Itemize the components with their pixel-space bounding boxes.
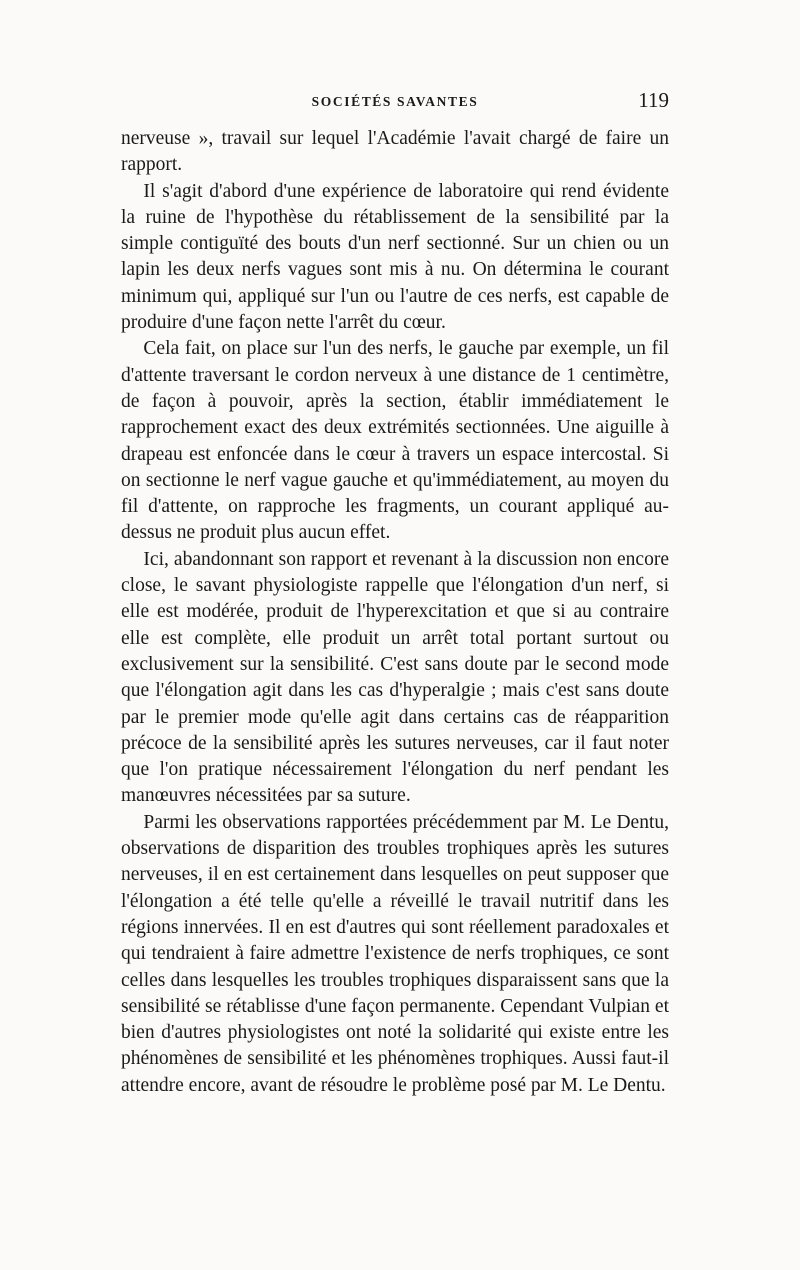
page-number: 119 (638, 88, 669, 112)
paragraph: nerveuse », travail sur lequel l'Académie l'avait chargé de faire un rapport. (121, 128, 669, 176)
paragraph: Ici, abandonnant son rapport et revenant à la discussion non encore close, le savant physiologiste rappelle que l'élongation d'un nerf, si elle est modérée, produit de l'hyperexcitation et que si au contraire elle est complète, elle produit un arrêt total portant surtout ou exclusivement sur la sensibilité. C'est sans doute par le second mode que l'élongation agit dans les cas d'hyperalgie ; mais c'est sans doute par le premier mode qu'elle agit dans certains cas de réapparition précoce de la sensibilité après les sutures nerveuses, car il faut noter que l'on pratique nécessairement l'élongation du nerf pendant les manœuvres nécessitées par sa suture. (121, 548, 669, 807)
body-text (121, 126, 669, 1099)
paragraph: Il s'agit d'abord d'une expérience de laboratoire qui rend évidente la ruine de l'hypothèse du rétablissement de la sensibilité par la simple contiguïté des bouts d'un nerf sectionné. Sur un chien ou un lapin les deux nerfs vagues sont mis à nu. On détermina le courant minimum qui, appliqué sur l'un ou l'autre de ces nerfs, est capable de produire d'une façon nette l'arrêt du cœur. (121, 180, 669, 334)
running-head: SOCIÉTÉS SAVANTES (311, 94, 479, 109)
page-header (121, 88, 669, 116)
paragraph: Parmi les observations rapportées précédemment par M. Le Dentu, observations de disparition des troubles trophiques après les sutures nerveuses, il en est certainement dans lesquelles on peut supposer que l'élongation a été telle qu'elle a réveillé le travail nutritif dans les régions innervées. Il en est d'autres qui sont réellement paradoxales et qui tendraient à faire admettre l'existence de nerfs trophiques, ce sont celles dans lesquelles les troubles trophiques disparaissent sans que la sensibilité se rétablisse d'une façon permanente. Cependant Vulpian et bien d'autres physiologistes ont noté la solidarité qui existe entre les phénomènes de sensibilité et les phénomènes trophiques. Aussi faut-il attendre encore, avant de résoudre le problème posé par M. Le Dentu. (121, 811, 669, 1096)
paragraph: Cela fait, on place sur l'un des nerfs, le gauche par exemple, un fil d'attente traversant le cordon nerveux à une distance de 1 centimètre, de façon à pouvoir, après la section, établir immédiatement le rapprochement exact des deux extrémités sectionnées. Une aiguille à drapeau est enfoncée dans le cœur à travers un espace intercostal. Si on sectionne le nerf vague gauche et qu'immédiatement, au moyen du fil d'attente, on rapproche les fragments, un courant appliqué au-dessus ne produit plus aucun effet. (121, 338, 669, 544)
